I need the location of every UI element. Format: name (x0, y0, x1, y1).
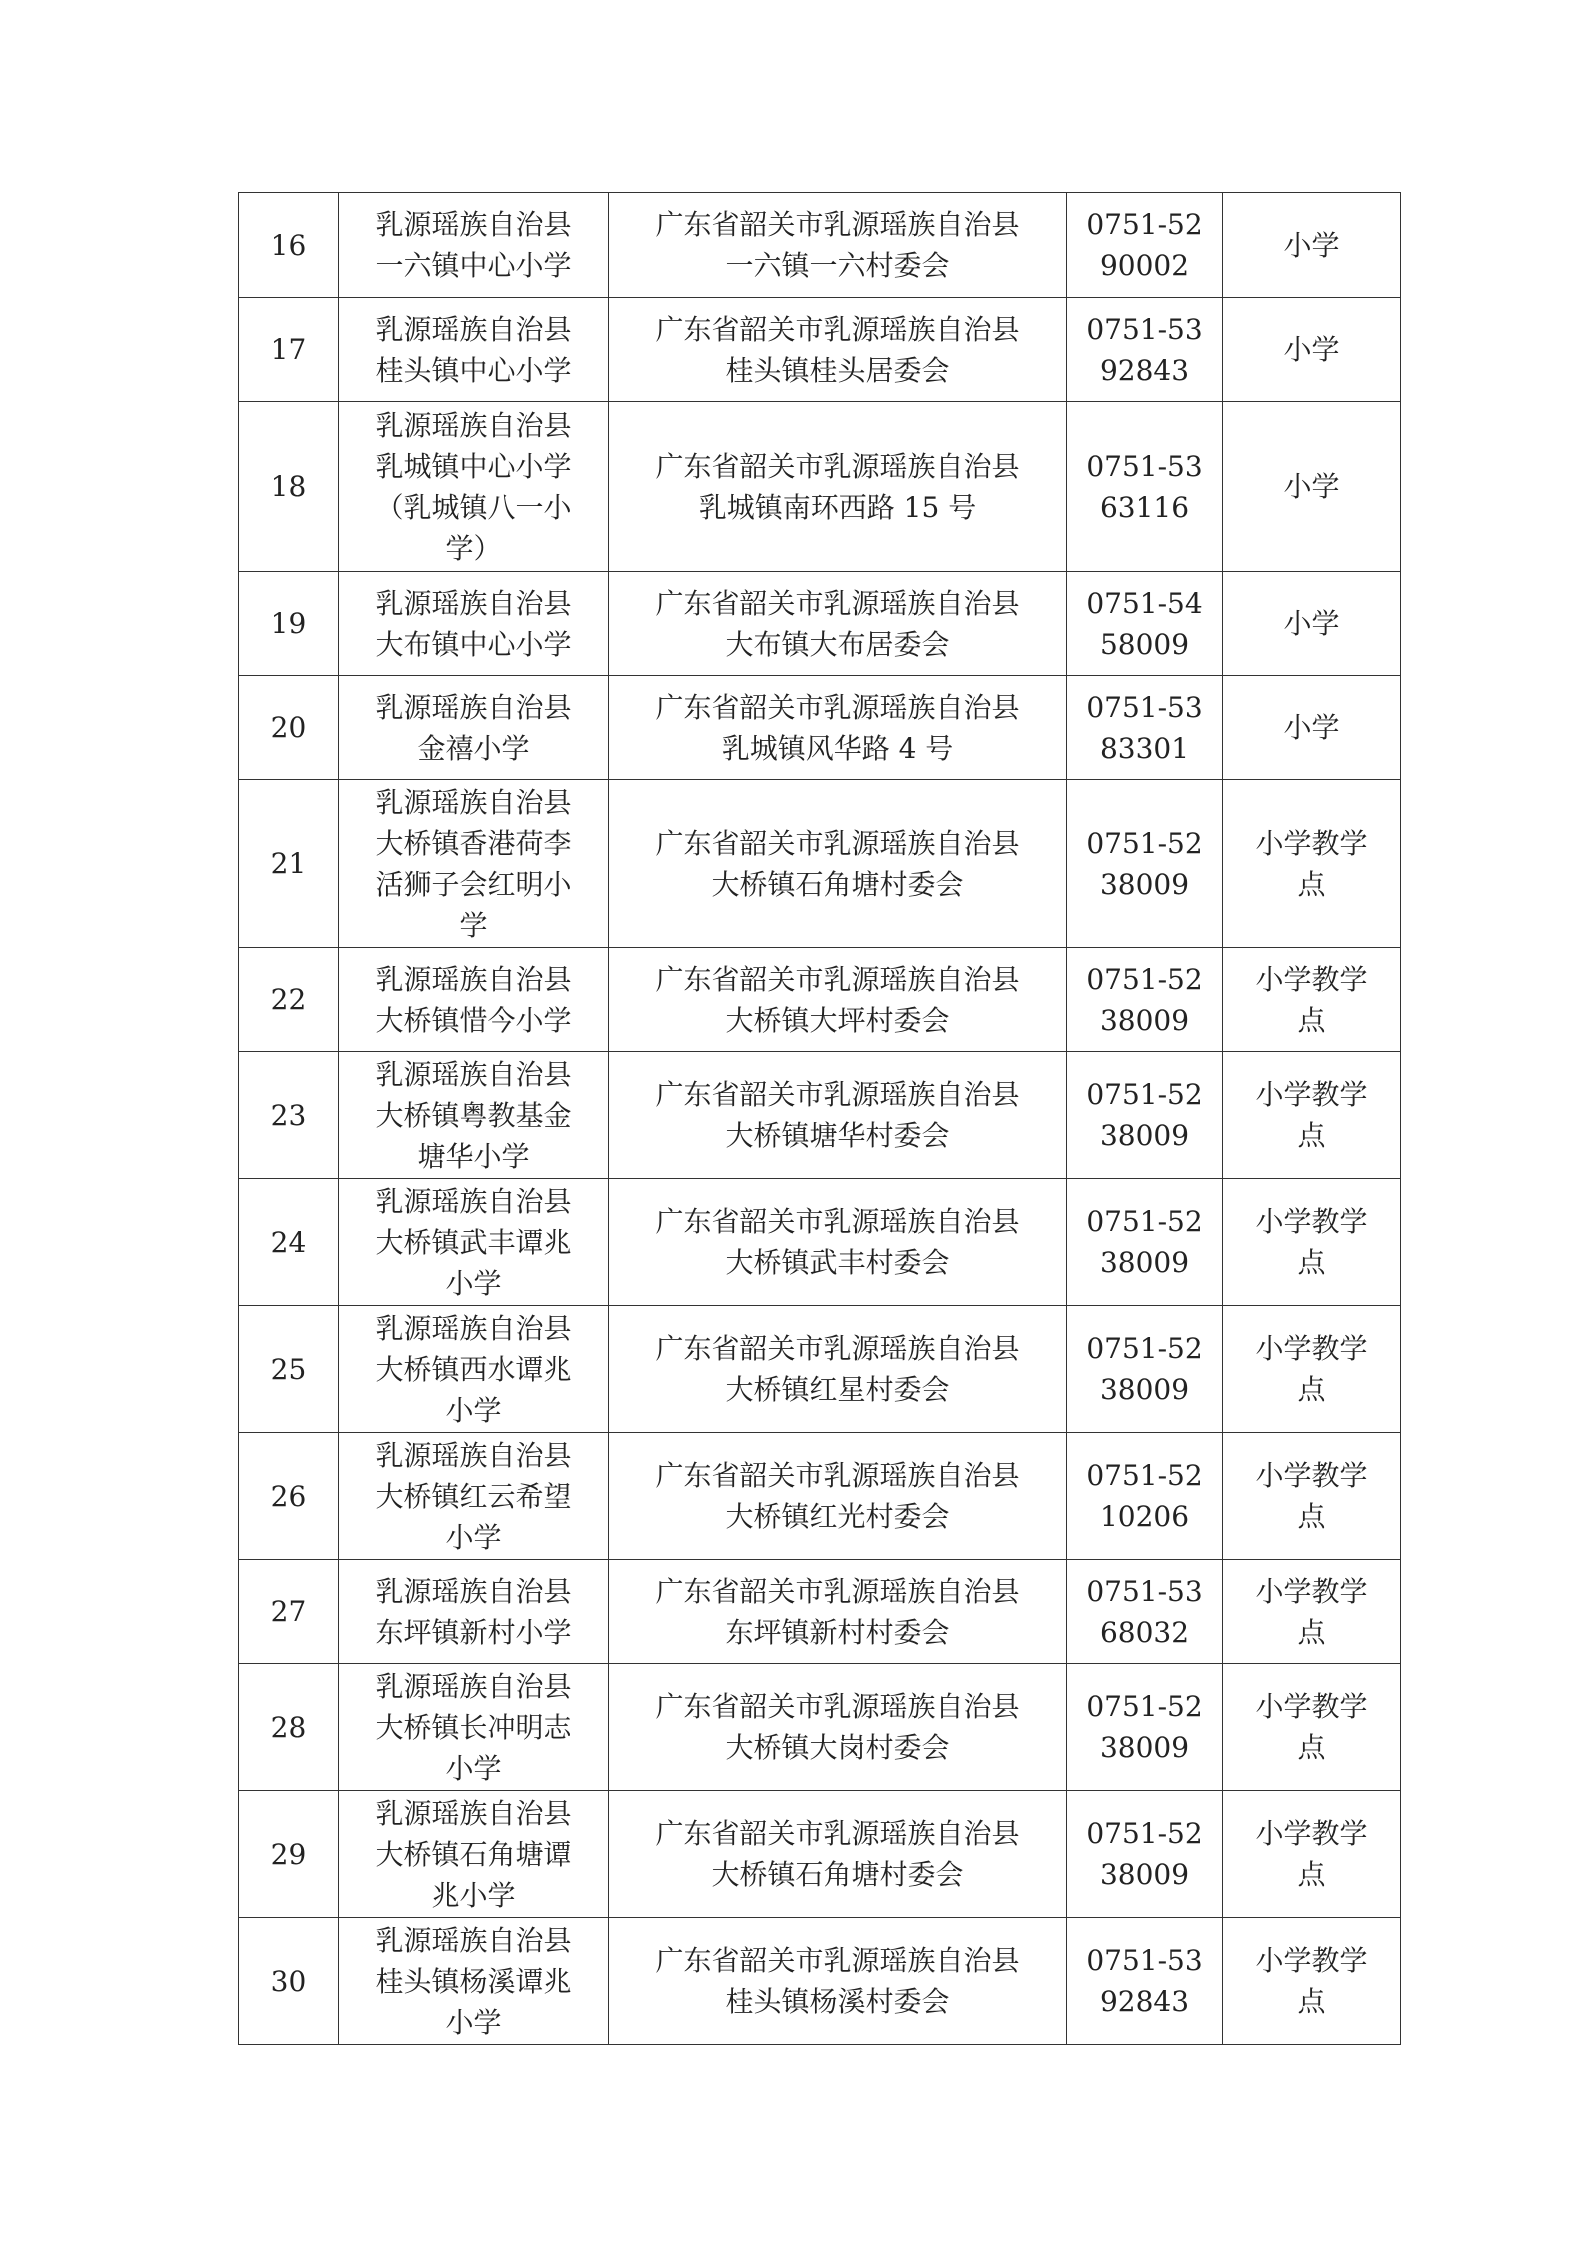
row-number: 19 (239, 572, 339, 676)
school-address: 广东省韶关市乳源瑶族自治县 大桥镇大坪村委会 (609, 948, 1067, 1052)
school-address: 广东省韶关市乳源瑶族自治县 桂头镇杨溪村委会 (609, 1918, 1067, 2045)
phone-number: 0751-53 92843 (1067, 1918, 1223, 2045)
phone-number: 0751-53 68032 (1067, 1560, 1223, 1664)
school-address: 广东省韶关市乳源瑶族自治县 一六镇一六村委会 (609, 193, 1067, 298)
phone-number: 0751-52 38009 (1067, 1306, 1223, 1433)
phone-number: 0751-52 38009 (1067, 948, 1223, 1052)
phone-number: 0751-52 38009 (1067, 1179, 1223, 1306)
row-number: 28 (239, 1664, 339, 1791)
school-type: 小学教学 点 (1223, 948, 1401, 1052)
school-type: 小学教学 点 (1223, 1664, 1401, 1791)
school-address: 广东省韶关市乳源瑶族自治县 大桥镇红光村委会 (609, 1433, 1067, 1560)
table-row (239, 780, 1401, 948)
phone-number: 0751-52 38009 (1067, 780, 1223, 948)
school-type: 小学教学 点 (1223, 1433, 1401, 1560)
school-name: 乳源瑶族自治县 大桥镇长冲明志 小学 (339, 1664, 609, 1791)
school-address: 广东省韶关市乳源瑶族自治县 大桥镇石角塘村委会 (609, 780, 1067, 948)
table-row (239, 676, 1401, 780)
phone-number: 0751-52 38009 (1067, 1664, 1223, 1791)
school-type: 小学教学 点 (1223, 1791, 1401, 1918)
school-type: 小学 (1223, 572, 1401, 676)
row-number: 24 (239, 1179, 339, 1306)
school-address: 广东省韶关市乳源瑶族自治县 大桥镇红星村委会 (609, 1306, 1067, 1433)
phone-number: 0751-54 58009 (1067, 572, 1223, 676)
school-type: 小学 (1223, 402, 1401, 572)
school-type: 小学教学 点 (1223, 1052, 1401, 1179)
table-row (239, 1306, 1401, 1433)
school-name: 乳源瑶族自治县 乳城镇中心小学 （乳城镇八一小 学） (339, 402, 609, 572)
school-address: 广东省韶关市乳源瑶族自治县 东坪镇新村村委会 (609, 1560, 1067, 1664)
table-row (239, 572, 1401, 676)
phone-number: 0751-53 63116 (1067, 402, 1223, 572)
school-address: 广东省韶关市乳源瑶族自治县 乳城镇南环西路 15 号 (609, 402, 1067, 572)
school-name: 乳源瑶族自治县 大布镇中心小学 (339, 572, 609, 676)
school-name: 乳源瑶族自治县 大桥镇粤教基金 塘华小学 (339, 1052, 609, 1179)
table-row (239, 1560, 1401, 1664)
school-address: 广东省韶关市乳源瑶族自治县 大布镇大布居委会 (609, 572, 1067, 676)
school-name: 乳源瑶族自治县 大桥镇武丰谭兆 小学 (339, 1179, 609, 1306)
school-type: 小学 (1223, 193, 1401, 298)
row-number: 30 (239, 1918, 339, 2045)
school-name: 乳源瑶族自治县 金禧小学 (339, 676, 609, 780)
school-type: 小学教学 点 (1223, 1918, 1401, 2045)
phone-number: 0751-53 83301 (1067, 676, 1223, 780)
school-name: 乳源瑶族自治县 大桥镇西水谭兆 小学 (339, 1306, 609, 1433)
school-address: 广东省韶关市乳源瑶族自治县 大桥镇武丰村委会 (609, 1179, 1067, 1306)
row-number: 21 (239, 780, 339, 948)
row-number: 20 (239, 676, 339, 780)
table-row (239, 298, 1401, 402)
school-name: 乳源瑶族自治县 大桥镇香港荷李 活狮子会红明小 学 (339, 780, 609, 948)
phone-number: 0751-52 90002 (1067, 193, 1223, 298)
school-table (238, 192, 1401, 2045)
row-number: 26 (239, 1433, 339, 1560)
school-type: 小学 (1223, 676, 1401, 780)
school-name: 乳源瑶族自治县 桂头镇杨溪谭兆 小学 (339, 1918, 609, 2045)
phone-number: 0751-52 10206 (1067, 1433, 1223, 1560)
school-name: 乳源瑶族自治县 一六镇中心小学 (339, 193, 609, 298)
school-name: 乳源瑶族自治县 大桥镇石角塘谭 兆小学 (339, 1791, 609, 1918)
row-number: 17 (239, 298, 339, 402)
school-address: 广东省韶关市乳源瑶族自治县 大桥镇大岗村委会 (609, 1664, 1067, 1791)
table-row (239, 948, 1401, 1052)
school-type: 小学 (1223, 298, 1401, 402)
row-number: 25 (239, 1306, 339, 1433)
row-number: 27 (239, 1560, 339, 1664)
school-name: 乳源瑶族自治县 大桥镇惜今小学 (339, 948, 609, 1052)
phone-number: 0751-53 92843 (1067, 298, 1223, 402)
table-row (239, 1664, 1401, 1791)
school-type: 小学教学 点 (1223, 1560, 1401, 1664)
school-type: 小学教学 点 (1223, 780, 1401, 948)
school-address: 广东省韶关市乳源瑶族自治县 大桥镇塘华村委会 (609, 1052, 1067, 1179)
table-row (239, 1052, 1401, 1179)
school-address: 广东省韶关市乳源瑶族自治县 乳城镇风华路 4 号 (609, 676, 1067, 780)
school-name: 乳源瑶族自治县 东坪镇新村小学 (339, 1560, 609, 1664)
table-body (239, 193, 1401, 2045)
school-name: 乳源瑶族自治县 大桥镇红云希望 小学 (339, 1433, 609, 1560)
school-name: 乳源瑶族自治县 桂头镇中心小学 (339, 298, 609, 402)
row-number: 18 (239, 402, 339, 572)
school-address: 广东省韶关市乳源瑶族自治县 大桥镇石角塘村委会 (609, 1791, 1067, 1918)
table-row (239, 1918, 1401, 2045)
row-number: 16 (239, 193, 339, 298)
school-type: 小学教学 点 (1223, 1179, 1401, 1306)
table-row (239, 1433, 1401, 1560)
school-type: 小学教学 点 (1223, 1306, 1401, 1433)
school-address: 广东省韶关市乳源瑶族自治县 桂头镇桂头居委会 (609, 298, 1067, 402)
table-row (239, 1791, 1401, 1918)
phone-number: 0751-52 38009 (1067, 1791, 1223, 1918)
table-row (239, 193, 1401, 298)
phone-number: 0751-52 38009 (1067, 1052, 1223, 1179)
row-number: 23 (239, 1052, 339, 1179)
table-row (239, 402, 1401, 572)
table-row (239, 1179, 1401, 1306)
row-number: 22 (239, 948, 339, 1052)
row-number: 29 (239, 1791, 339, 1918)
